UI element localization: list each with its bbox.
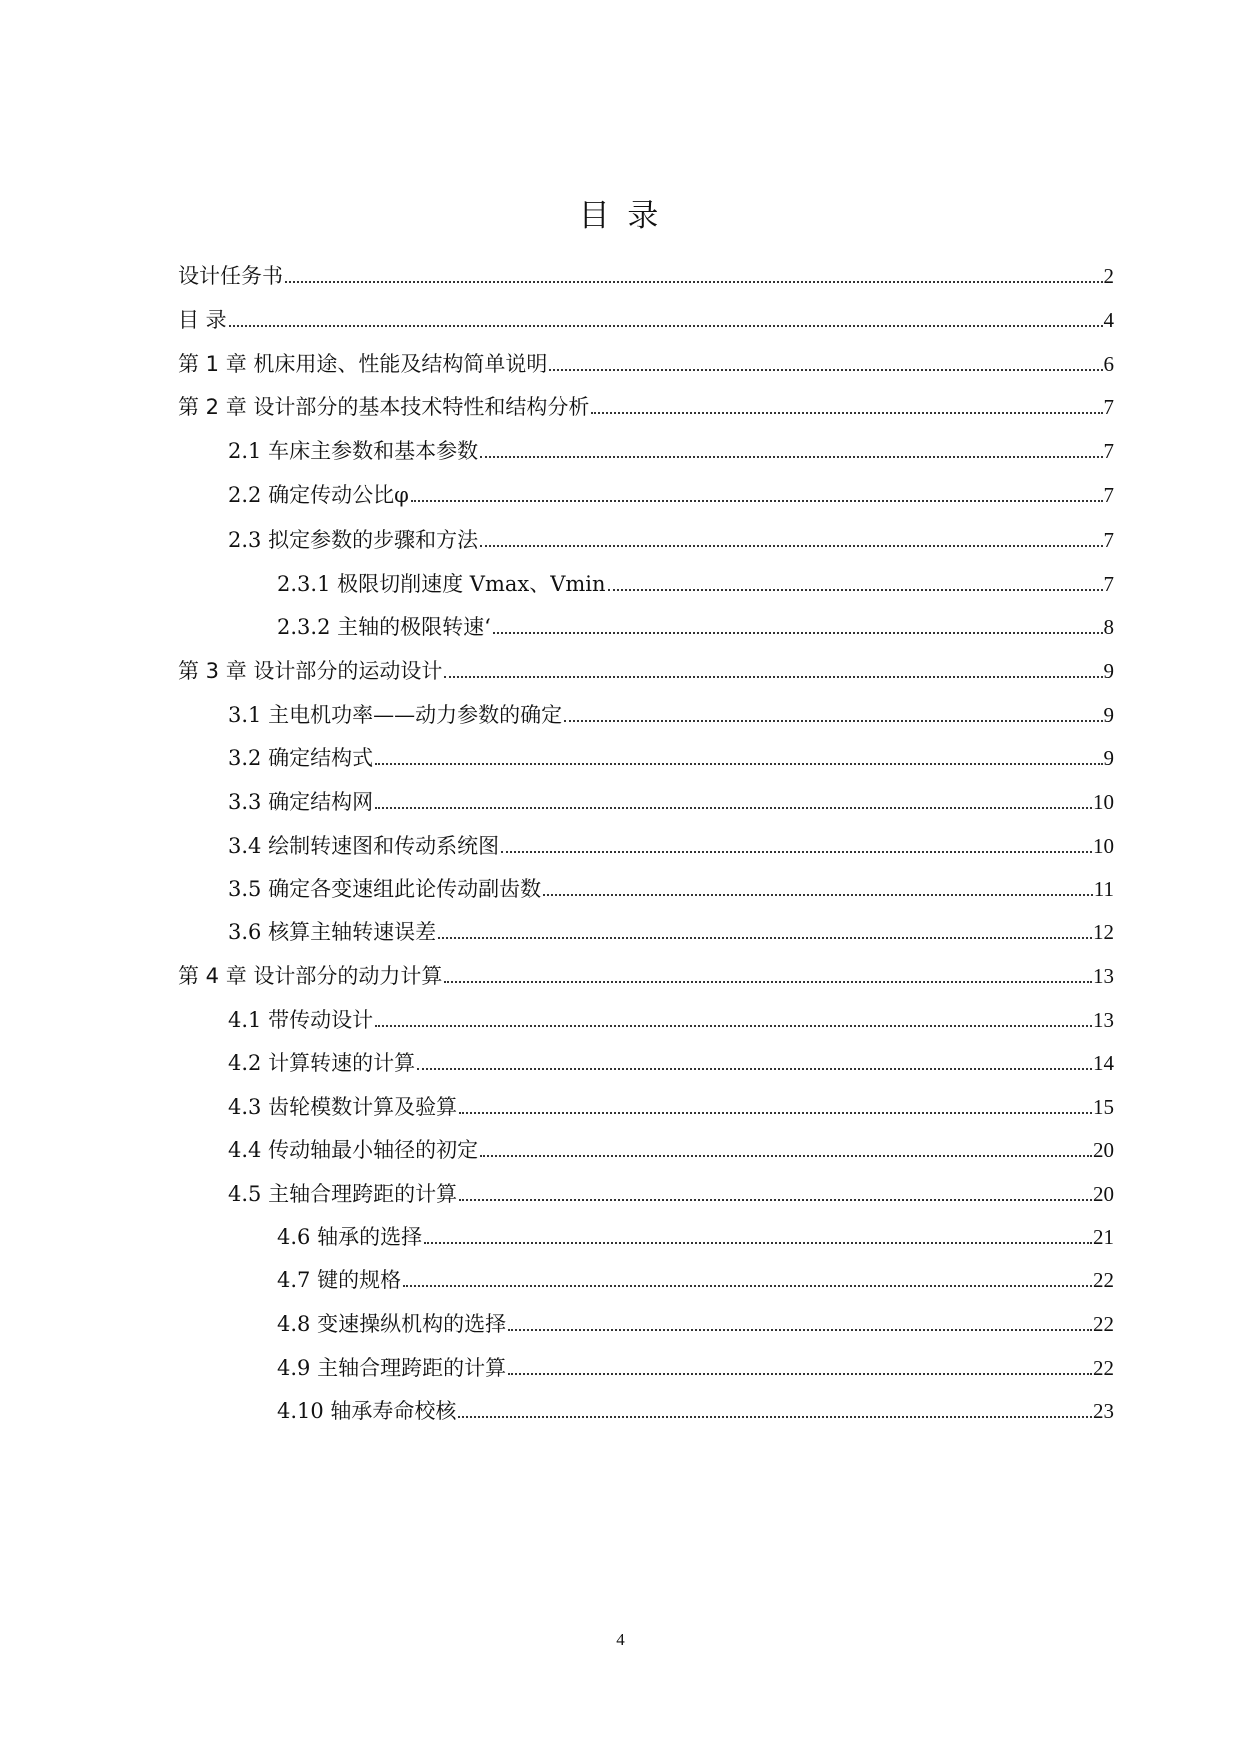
toc-dot-leader — [229, 325, 1103, 327]
toc-entry[interactable] — [228, 523, 1114, 557]
toc-entry[interactable] — [178, 390, 1114, 424]
toc-entry-page: 10 — [1093, 790, 1114, 814]
toc-entry-page: 9 — [1103, 659, 1114, 683]
toc-dot-leader — [459, 1199, 1092, 1201]
toc-entry[interactable] — [277, 1263, 1114, 1297]
toc-entry[interactable] — [228, 1177, 1114, 1211]
toc-entry[interactable] — [228, 915, 1114, 949]
toc-entry-label: 4.9 主轴合理跨距的计算 — [277, 1356, 507, 1380]
toc-entry[interactable] — [228, 1133, 1114, 1167]
toc-entry[interactable] — [228, 785, 1114, 819]
toc-entry[interactable] — [277, 567, 1114, 601]
toc-entry-page: 4 — [1103, 308, 1114, 332]
toc-dot-leader — [438, 937, 1092, 939]
toc-entry-label: 第 4 章 设计部分的动力计算 — [178, 964, 443, 988]
toc-entry[interactable] — [228, 829, 1114, 863]
toc-dot-leader — [458, 1416, 1092, 1418]
toc-entry-page: 20 — [1093, 1138, 1114, 1162]
toc-entry-label: 4.4 传动轴最小轴径的初定 — [228, 1138, 479, 1162]
toc-dot-leader — [375, 1025, 1092, 1027]
toc-entry-label: 4.1 带传动设计 — [228, 1008, 374, 1032]
toc-entry[interactable] — [277, 1307, 1114, 1341]
toc-entry-page: 12 — [1093, 920, 1114, 944]
toc-entry-label: 4.10 轴承寿命校核 — [277, 1399, 457, 1423]
toc-entry-label: 3.2 确定结构式 — [228, 746, 374, 770]
toc-dot-leader — [480, 1155, 1092, 1157]
toc-entry-label: 2.3.2 主轴的极限转速‘ — [277, 615, 491, 639]
toc-entry[interactable] — [178, 347, 1114, 381]
toc-dot-leader — [417, 1068, 1092, 1070]
toc-entry-page: 7 — [1103, 439, 1114, 463]
toc-dot-leader — [480, 456, 1102, 458]
toc-entry-page: 9 — [1103, 746, 1114, 770]
toc-entry-page: 22 — [1093, 1356, 1114, 1380]
toc-entry[interactable] — [228, 478, 1114, 512]
page-title: 目 录 — [578, 198, 663, 234]
toc-dot-leader — [444, 676, 1102, 678]
toc-dot-leader — [375, 763, 1102, 765]
toc-dot-leader — [508, 1329, 1092, 1331]
toc-dot-leader — [285, 281, 1103, 283]
toc-entry[interactable] — [228, 434, 1114, 468]
toc-dot-leader — [564, 720, 1102, 722]
toc-entry-label: 2.1 车床主参数和基本参数 — [228, 439, 479, 463]
toc-entry-label: 2.3.1 极限切削速度 Vmax、Vmin — [277, 572, 606, 596]
toc-entry-page: 8 — [1103, 615, 1114, 639]
toc-entry-label: 4.7 键的规格 — [277, 1268, 402, 1292]
toc-entry-label: 目 录 — [178, 308, 227, 332]
toc-entry-label: 3.4 绘制转速图和传动系统图 — [228, 834, 500, 858]
toc-entry-page: 22 — [1093, 1312, 1114, 1336]
toc-entry-label: 4.3 齿轮模数计算及验算 — [228, 1095, 458, 1119]
toc-dot-leader — [411, 500, 1103, 502]
toc-entry[interactable] — [277, 1220, 1114, 1254]
toc-entry-page: 7 — [1103, 395, 1114, 419]
toc-entry-page: 11 — [1093, 877, 1114, 901]
toc-entry-label: 3.3 确定结构网 — [228, 790, 374, 814]
toc-entry[interactable] — [228, 1003, 1114, 1037]
toc-entry[interactable] — [228, 1090, 1114, 1124]
toc-entry-label: 第 2 章 设计部分的基本技术特性和结构分析 — [178, 395, 590, 419]
toc-entry-label: 设计任务书 — [178, 264, 283, 288]
toc-dot-leader — [543, 894, 1093, 896]
toc-dot-leader — [591, 412, 1102, 414]
toc-entry[interactable] — [277, 1394, 1114, 1428]
toc-entry-page: 7 — [1103, 528, 1114, 552]
toc-entry-page: 23 — [1093, 1399, 1114, 1423]
toc-entry-label: 2.3 拟定参数的步骤和方法 — [228, 528, 479, 552]
toc-entry[interactable] — [277, 1351, 1114, 1385]
toc-entry-page: 20 — [1093, 1182, 1114, 1206]
toc-dot-leader — [444, 981, 1092, 983]
toc-entry[interactable] — [228, 741, 1114, 775]
toc-entry-page: 7 — [1103, 483, 1114, 507]
toc-entry-label: 4.8 变速操纵机构的选择 — [277, 1312, 507, 1336]
toc-entry-label: 2.2 确定传动公比φ — [228, 483, 409, 507]
toc-entry[interactable] — [228, 872, 1114, 906]
toc-entry-label: 4.6 轴承的选择 — [277, 1225, 423, 1249]
toc-dot-leader — [403, 1285, 1092, 1287]
toc-entry[interactable] — [228, 1046, 1114, 1080]
toc-entry[interactable] — [178, 303, 1114, 337]
toc-entry[interactable] — [178, 654, 1114, 688]
toc-entry-label: 第 1 章 机床用途、性能及结构简单说明 — [178, 352, 548, 376]
toc-entry-page: 10 — [1093, 834, 1114, 858]
toc-dot-leader — [501, 851, 1092, 853]
toc-dot-leader — [508, 1373, 1092, 1375]
toc-entry-label: 3.6 核算主轴转速误差 — [228, 920, 437, 944]
toc-entry-page: 2 — [1103, 264, 1114, 288]
toc-entry[interactable] — [178, 959, 1114, 993]
toc-entry-page: 13 — [1093, 1008, 1114, 1032]
toc-entry-page: 9 — [1103, 703, 1114, 727]
toc-entry[interactable] — [277, 610, 1114, 644]
toc-dot-leader — [375, 807, 1092, 809]
toc-entry-label: 3.5 确定各变速组此论传动副齿数 — [228, 877, 542, 901]
toc-entry-page: 13 — [1093, 964, 1114, 988]
toc-entry-page: 14 — [1093, 1051, 1114, 1075]
toc-entry-label: 4.5 主轴合理跨距的计算 — [228, 1182, 458, 1206]
toc-entry-label: 4.2 计算转速的计算 — [228, 1051, 416, 1075]
toc-entry-label: 3.1 主电机功率——动力参数的确定 — [228, 703, 563, 727]
toc-entry[interactable] — [228, 698, 1114, 732]
toc-dot-leader — [480, 545, 1102, 547]
toc-entry-page: 7 — [1103, 572, 1114, 596]
toc-entry-page: 22 — [1093, 1268, 1114, 1292]
toc-dot-leader — [493, 632, 1103, 634]
toc-entry[interactable] — [178, 259, 1114, 293]
toc-dot-leader — [424, 1242, 1092, 1244]
toc-dot-leader — [459, 1112, 1092, 1114]
toc-entry-page: 6 — [1103, 352, 1114, 376]
toc-dot-leader — [549, 369, 1102, 371]
toc-entry-page: 21 — [1093, 1225, 1114, 1249]
toc-entry-page: 15 — [1093, 1095, 1114, 1119]
toc-entry-label: 第 3 章 设计部分的运动设计 — [178, 659, 443, 683]
page-number: 4 — [616, 1630, 625, 1649]
toc-dot-leader — [608, 589, 1103, 591]
